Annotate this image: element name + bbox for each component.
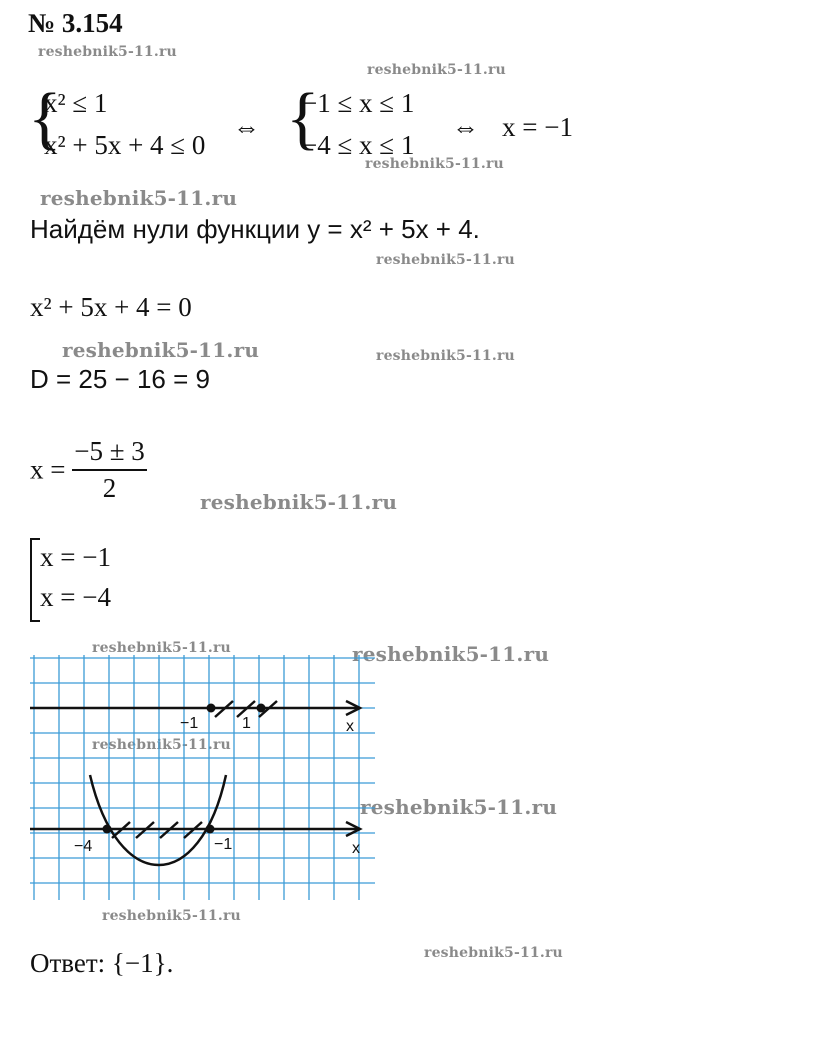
point-label: −1 <box>214 836 233 853</box>
point-marker <box>207 704 216 713</box>
fraction-denominator: 2 <box>102 473 117 503</box>
point-marker <box>206 825 215 834</box>
root-2: x = −4 <box>40 582 111 612</box>
fraction <box>72 436 147 504</box>
system-brace: { <box>28 80 62 157</box>
point-label: −1 <box>180 715 199 732</box>
watermark: reshebnik5-11.ru <box>200 490 398 514</box>
watermark: reshebnik5-11.ru <box>360 795 558 819</box>
grid <box>30 655 375 900</box>
system-middle <box>286 80 438 166</box>
watermark: reshebnik5-11.ru <box>352 642 550 666</box>
watermark: reshebnik5-11.ru <box>376 348 515 364</box>
system-brace: { <box>286 80 320 157</box>
equivalence-symbol: ⇔ <box>233 112 260 142</box>
system-left-line2: x² + 5x + 4 ≤ 0 <box>44 130 206 160</box>
point-marker <box>257 704 266 713</box>
system-result: x = −1 <box>502 112 573 142</box>
roots-set <box>30 538 150 620</box>
fraction-numerator: −5 ± 3 <box>72 436 147 471</box>
number-line-graph <box>30 655 375 900</box>
zeros-text: Найдём нули функции y = x² + 5x + 4. <box>30 214 480 244</box>
watermark: reshebnik5-11.ru <box>38 44 177 60</box>
equivalence-symbol: ⇔ <box>452 112 479 142</box>
roots-formula <box>30 436 147 504</box>
watermark: reshebnik5-11.ru <box>92 737 231 753</box>
watermark: reshebnik5-11.ru <box>376 252 515 268</box>
point-marker <box>103 825 112 834</box>
roots-formula-lhs: x = <box>30 454 66 485</box>
answer: Ответ: {−1}. <box>30 948 174 978</box>
problem-number: № 3.154 <box>28 8 123 38</box>
watermark: reshebnik5-11.ru <box>365 156 504 172</box>
discriminant: D = 25 − 16 = 9 <box>30 364 210 394</box>
system-left-line1: x² ≤ 1 <box>44 88 108 118</box>
axis-label: x <box>352 840 360 857</box>
equation: x² + 5x + 4 = 0 <box>30 292 192 322</box>
point-label: 1 <box>242 715 251 732</box>
system-left <box>28 80 230 166</box>
point-label: −4 <box>74 838 93 855</box>
watermark: reshebnik5-11.ru <box>62 338 260 362</box>
set-bracket <box>30 538 40 622</box>
parabola-curve <box>90 775 226 865</box>
watermark: reshebnik5-11.ru <box>367 62 506 78</box>
watermark: reshebnik5-11.ru <box>40 186 238 210</box>
root-1: x = −1 <box>40 542 111 572</box>
watermark: reshebnik5-11.ru <box>424 945 563 961</box>
system-mid-line2: −4 ≤ x ≤ 1 <box>302 130 415 160</box>
system-mid-line1: −1 ≤ x ≤ 1 <box>302 88 415 118</box>
watermark: reshebnik5-11.ru <box>102 908 241 924</box>
axis-label: x <box>346 718 354 735</box>
watermark: reshebnik5-11.ru <box>92 640 231 656</box>
